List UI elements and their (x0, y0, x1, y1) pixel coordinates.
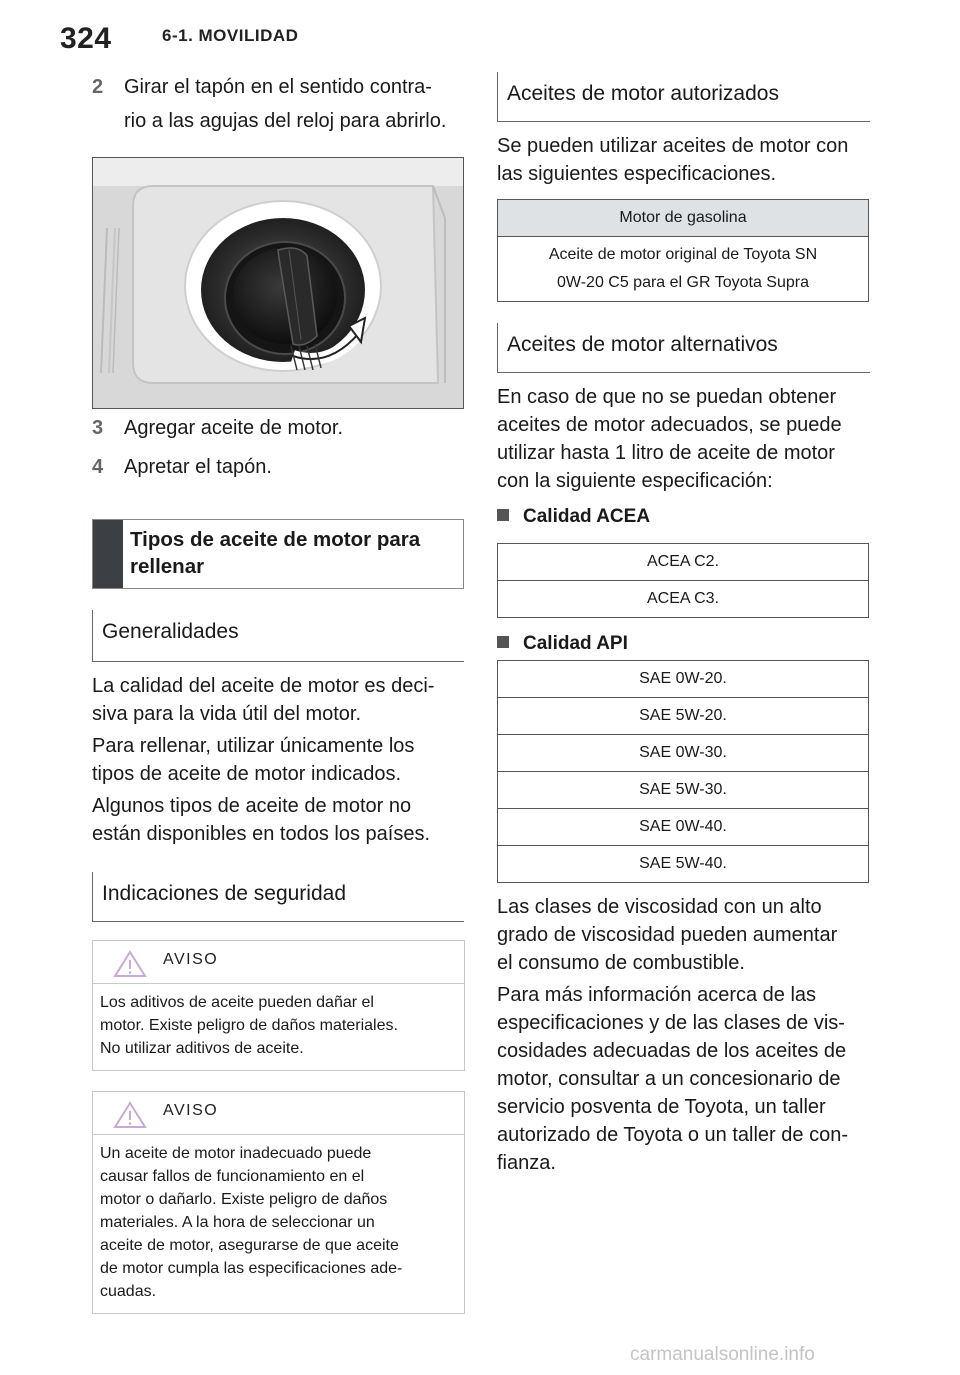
table-cell: SAE 0W-20. (498, 661, 869, 698)
heading-title: Calidad ACEA (523, 506, 651, 527)
more-info-text (497, 981, 877, 1177)
text-line: están disponibles en todos los países. (92, 823, 430, 845)
warning-box-1 (92, 940, 465, 1071)
section-label: 6-1. MOVILIDAD (162, 26, 299, 45)
heading-rule-horizontal (497, 372, 870, 373)
heading-rule-horizontal (92, 921, 464, 922)
text-line: Los aditivos de aceite pueden dañar el (100, 994, 374, 1011)
heading-title: Indicaciones de seguridad (102, 882, 347, 905)
heading-rule-vertical (92, 872, 93, 922)
text-line: causar fallos de funcionamiento en el (100, 1168, 365, 1185)
warning-triangle-icon (113, 1101, 147, 1129)
text-line: autorizado de Toyota o un taller de con- (497, 1124, 848, 1146)
text-line: cuadas. (100, 1283, 157, 1300)
table-row (498, 809, 869, 846)
text-line: motor, consultar a un concesionario de (497, 1068, 841, 1090)
heading-title: Aceites de motor alternativos (507, 333, 778, 356)
square-bullet-icon (497, 509, 509, 521)
table-row (498, 237, 869, 302)
step-number: 4 (92, 456, 104, 478)
text-line: motor. Existe peligro de daños materiales. (100, 1017, 398, 1034)
step-4 (92, 452, 472, 482)
text-line: cosidades adecuadas de los aceites de (497, 1040, 847, 1062)
text-line: Para rellenar, utilizar únicamente los (92, 735, 415, 757)
text-line: En caso de que no se puedan obtener (497, 386, 837, 408)
text-line: grado de viscosidad pueden aumentar (497, 924, 838, 946)
step-text: Agregar aceite de motor. (124, 417, 344, 439)
table-header-row (498, 200, 869, 237)
warning-label: AVISO (163, 951, 219, 968)
warning-body (93, 1135, 464, 1313)
text-line: fianza. (497, 1152, 556, 1174)
text-line: utilizar hasta 1 litro de aceite de motor (497, 442, 835, 464)
text-line: especificaciones y de las clases de vis- (497, 1012, 845, 1034)
step-3 (92, 413, 472, 443)
step-text-line: Girar el tapón en el sentido contra- (124, 76, 432, 98)
acea-quality-heading (497, 506, 650, 528)
heading-title (130, 526, 460, 580)
table-row (498, 581, 869, 618)
text-line: de motor cumpla las especificaciones ade- (100, 1260, 403, 1277)
text-line: La calidad del aceite de motor es deci- (92, 675, 435, 697)
text-line: Para más información acerca de las (497, 984, 817, 1006)
table-cell (498, 237, 869, 302)
heading-bar (93, 520, 123, 588)
text-line: siva para la vida útil del motor. (92, 703, 362, 725)
heading-rule-vertical (497, 323, 498, 373)
text-line: Un aceite de motor inadecuado puede (100, 1145, 372, 1162)
oil-types-heading (92, 519, 464, 589)
table-cell: ACEA C3. (498, 581, 869, 618)
text-line: servicio posventa de Toyota, un taller (497, 1096, 826, 1118)
warning-body (93, 984, 464, 1070)
text-line: Aceite de motor original de Toyota SN (548, 246, 818, 263)
oil-cap-illustration (92, 157, 464, 409)
text-line: las siguientes especificaciones. (497, 163, 777, 185)
approved-oils-heading (497, 72, 870, 122)
warning-label: AVISO (163, 1102, 219, 1119)
step-number: 2 (92, 76, 104, 98)
table-row (498, 772, 869, 809)
square-bullet-icon (497, 636, 509, 648)
alternative-oils-text (497, 383, 877, 495)
api-quality-heading (497, 633, 628, 655)
watermark: carmanualsonline.info (630, 1344, 815, 1365)
step-text-line: rio a las agujas del reloj para abrirlo. (124, 110, 447, 132)
table-header-cell: Motor de gasolina (498, 200, 869, 237)
warning-header (93, 941, 464, 984)
table-row (498, 735, 869, 772)
text-line: con la siguiente especificación: (497, 470, 773, 492)
heading-rule-horizontal (497, 121, 870, 122)
text-line: materiales. A la hora de seleccionar un (100, 1214, 375, 1231)
table-cell: SAE 0W-30. (498, 735, 869, 772)
viscosity-text (497, 893, 877, 977)
table-cell: SAE 5W-40. (498, 846, 869, 883)
step-2 (92, 72, 472, 136)
heading-title: Calidad API (523, 633, 628, 654)
table-row (498, 661, 869, 698)
heading-title: Generalidades (102, 620, 239, 643)
text-line: motor o dañarlo. Existe peligro de daños (100, 1191, 388, 1208)
safety-heading (92, 872, 464, 922)
text-line: aceite de motor, asegurarse de que aceite (100, 1237, 399, 1254)
table-row (498, 544, 869, 581)
table-cell: SAE 5W-20. (498, 698, 869, 735)
table-cell: SAE 5W-30. (498, 772, 869, 809)
text-line: Algunos tipos de aceite de motor no (92, 795, 412, 817)
oil-cap-drawing (93, 158, 463, 408)
step-text: Apretar el tapón. (124, 456, 272, 478)
text-line: Las clases de viscosidad con un alto (497, 896, 822, 918)
heading-line: rellenar (130, 555, 205, 578)
warning-triangle-icon (113, 950, 147, 978)
gasoline-engine-table (497, 199, 869, 302)
table-cell: SAE 0W-40. (498, 809, 869, 846)
page-number: 324 (60, 22, 112, 55)
general-paragraph-1 (92, 672, 472, 728)
text-line: Se pueden utilizar aceites de motor con (497, 135, 849, 157)
heading-rule-vertical (497, 72, 498, 122)
api-table (497, 660, 869, 883)
text-line: el consumo de combustible. (497, 952, 745, 974)
text-line: tipos de aceite de motor indicados. (92, 763, 402, 785)
step-number: 3 (92, 417, 104, 439)
general-paragraph-2 (92, 732, 472, 788)
warning-header (93, 1092, 464, 1135)
alternative-oils-heading (497, 323, 870, 373)
heading-rule-vertical (92, 610, 93, 662)
page-header (0, 0, 960, 75)
heading-line: Tipos de aceite de motor para (130, 528, 421, 551)
general-heading (92, 610, 464, 662)
approved-oils-text (497, 132, 877, 188)
table-row (498, 846, 869, 883)
heading-rule-horizontal (92, 661, 464, 662)
text-line: No utilizar aditivos de aceite. (100, 1040, 304, 1057)
text-line: aceites de motor adecuados, se puede (497, 414, 842, 436)
table-row (498, 698, 869, 735)
acea-table (497, 543, 869, 618)
table-cell: ACEA C2. (498, 544, 869, 581)
text-line: 0W-20 C5 para el GR Toyota Supra (557, 274, 809, 291)
general-paragraph-3 (92, 792, 472, 848)
heading-title: Aceites de motor autorizados (507, 82, 779, 105)
warning-box-2 (92, 1091, 465, 1314)
